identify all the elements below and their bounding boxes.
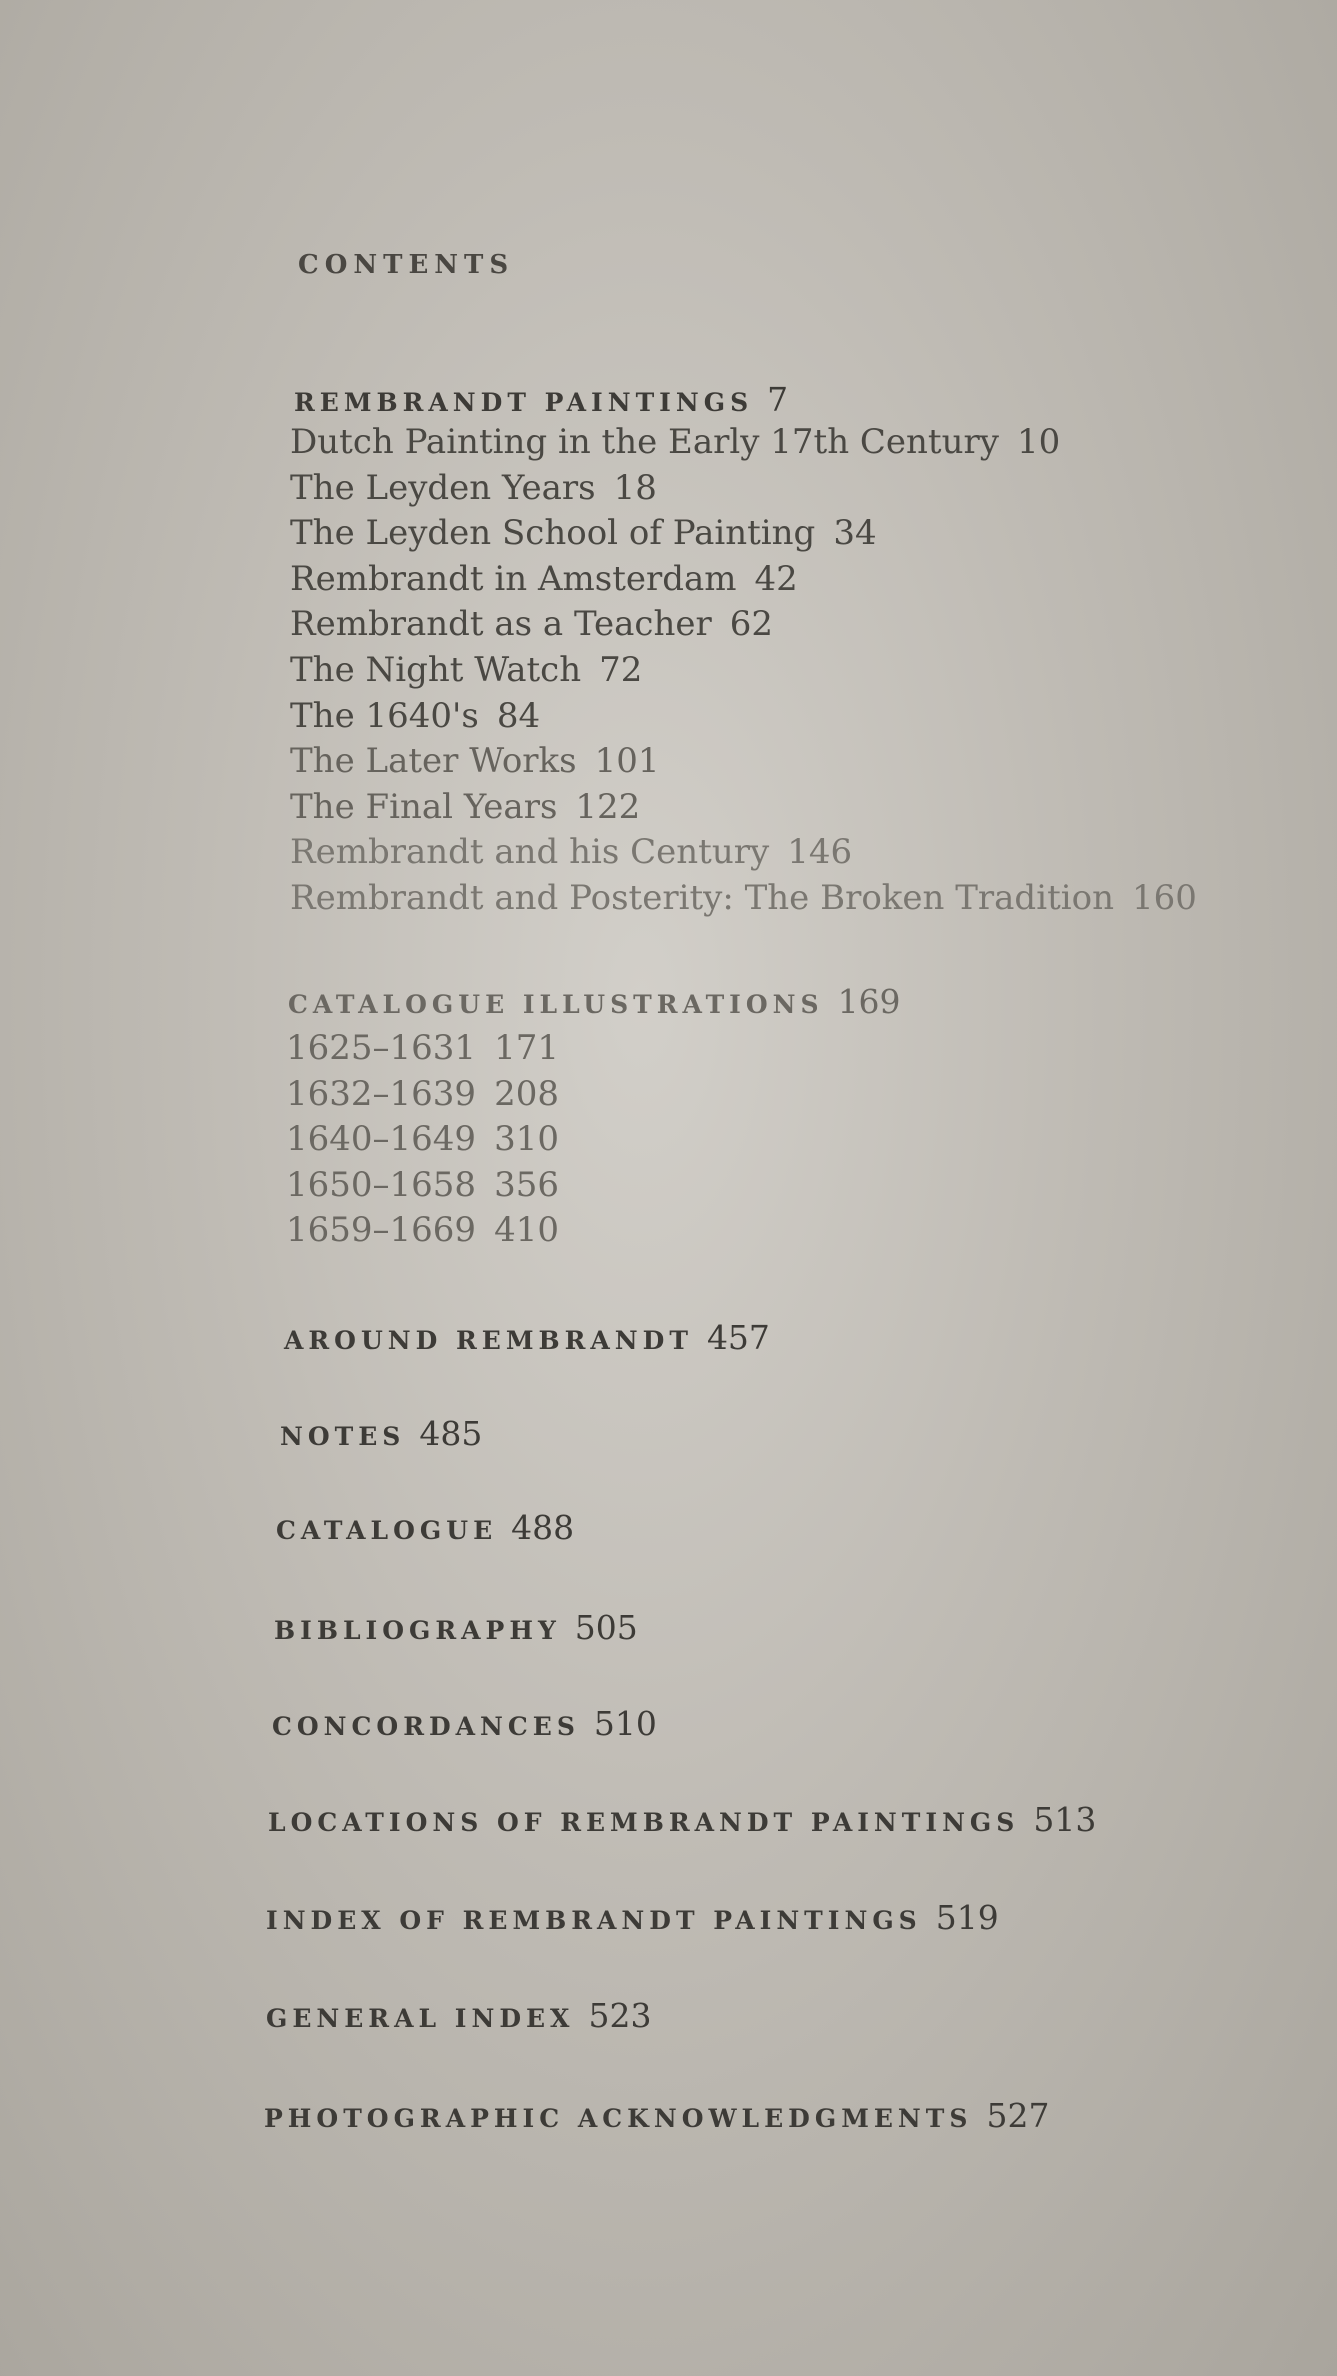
entry-page-number: 410 [494,1210,559,1251]
section-notes [280,1414,482,1453]
section-page-number: 485 [419,1414,483,1453]
entry-page-number: 310 [494,1119,559,1160]
entry-title: 1632–1639 [286,1073,477,1114]
entry-title: 1640–1649 [286,1119,477,1160]
section-page-number: 527 [986,2096,1050,2135]
toc-entry [290,694,1197,740]
entry-page-number: 84 [496,695,541,736]
toc-entry [286,1208,559,1254]
entry-title: The Later Works [290,741,577,782]
entry-page-number: 171 [494,1028,559,1068]
entry-title: 1659–1669 [286,1210,477,1251]
contents-heading: CONTENTS [298,250,515,280]
section-locations [268,1800,1096,1839]
section-photographic-acknowledgments [264,2096,1049,2135]
toc-entry [290,648,1197,694]
entry-title: The Final Years [290,786,558,827]
section-title: REMBRANDT PAINTINGS [294,388,754,417]
entry-page-number: 62 [729,604,773,645]
entry-page-number: 42 [754,558,798,599]
section-catalogue-illustrations [288,982,901,1021]
toc-entry [290,830,1197,876]
toc-entry [290,739,1197,785]
section-title: CATALOGUE [276,1516,498,1545]
rembrandt-paintings-entries [290,420,1197,922]
section-title: INDEX OF REMBRANDT PAINTINGS [266,1906,922,1935]
section-page-number: 523 [588,1996,652,2035]
section-title: LOCATIONS OF REMBRANDT PAINTINGS [268,1808,1020,1837]
section-page-number: 505 [574,1608,638,1647]
entry-title: The 1640's [290,695,479,736]
section-page-number: 519 [935,1898,999,1937]
section-bibliography [274,1608,638,1647]
toc-entry [286,1163,559,1209]
entry-title: Dutch Painting in the Early 17th Century [290,422,999,462]
entry-title: The Night Watch [290,649,582,690]
section-page-number: 7 [767,380,789,419]
section-title: CONCORDANCES [272,1712,580,1741]
entry-page-number: 160 [1131,877,1197,918]
toc-entry [286,1026,559,1072]
toc-entry [290,511,1197,557]
toc-entry [286,1117,559,1163]
toc-entry [290,602,1197,648]
entry-title: The Leyden Years [290,467,596,508]
entry-page-number: 356 [494,1164,559,1205]
toc-entry [290,785,1197,831]
entry-title: Rembrandt as a Teacher [290,604,712,645]
entry-page-number: 146 [787,832,853,873]
entry-title: The Leyden School of Painting [290,513,816,554]
entry-page-number: 122 [575,786,641,827]
entry-page-number: 34 [833,513,877,554]
catalogue-illustrations-entries [286,1026,559,1254]
section-concordances [272,1704,657,1743]
section-page-number: 510 [593,1704,657,1743]
section-around-rembrandt [284,1318,770,1357]
section-catalogue [276,1508,574,1547]
section-title: BIBLIOGRAPHY [274,1616,561,1645]
section-page-number: 169 [837,982,901,1021]
section-title: PHOTOGRAPHIC ACKNOWLEDGMENTS [264,2104,973,2133]
entry-title: 1650–1658 [286,1164,477,1205]
toc-entry [290,557,1197,603]
section-index-of-paintings [266,1898,999,1937]
entry-title: Rembrandt and Posterity: The Broken Tradition [290,877,1114,918]
toc-entry [290,466,1197,512]
toc-entry [290,420,1197,466]
section-general-index [266,1996,651,2035]
section-title: GENERAL INDEX [266,2004,575,2033]
entry-page-number: 208 [494,1073,559,1114]
entry-page-number: 10 [1016,422,1061,462]
section-rembrandt-paintings [294,380,788,419]
entry-page-number: 72 [599,649,643,690]
entry-title: 1625–1631 [286,1028,477,1068]
toc-entry [286,1072,559,1118]
section-title: NOTES [280,1422,406,1451]
entry-page-number: 18 [613,467,657,508]
entry-page-number: 101 [594,741,660,782]
toc-entry [290,876,1197,922]
entry-title: Rembrandt in Amsterdam [290,558,737,599]
entry-title: Rembrandt and his Century [290,832,770,873]
section-page-number: 488 [511,1508,575,1547]
section-page-number: 513 [1033,1800,1097,1839]
section-page-number: 457 [706,1318,770,1357]
section-title: AROUND REMBRANDT [284,1326,693,1355]
section-title: CATALOGUE ILLUSTRATIONS [288,990,824,1019]
